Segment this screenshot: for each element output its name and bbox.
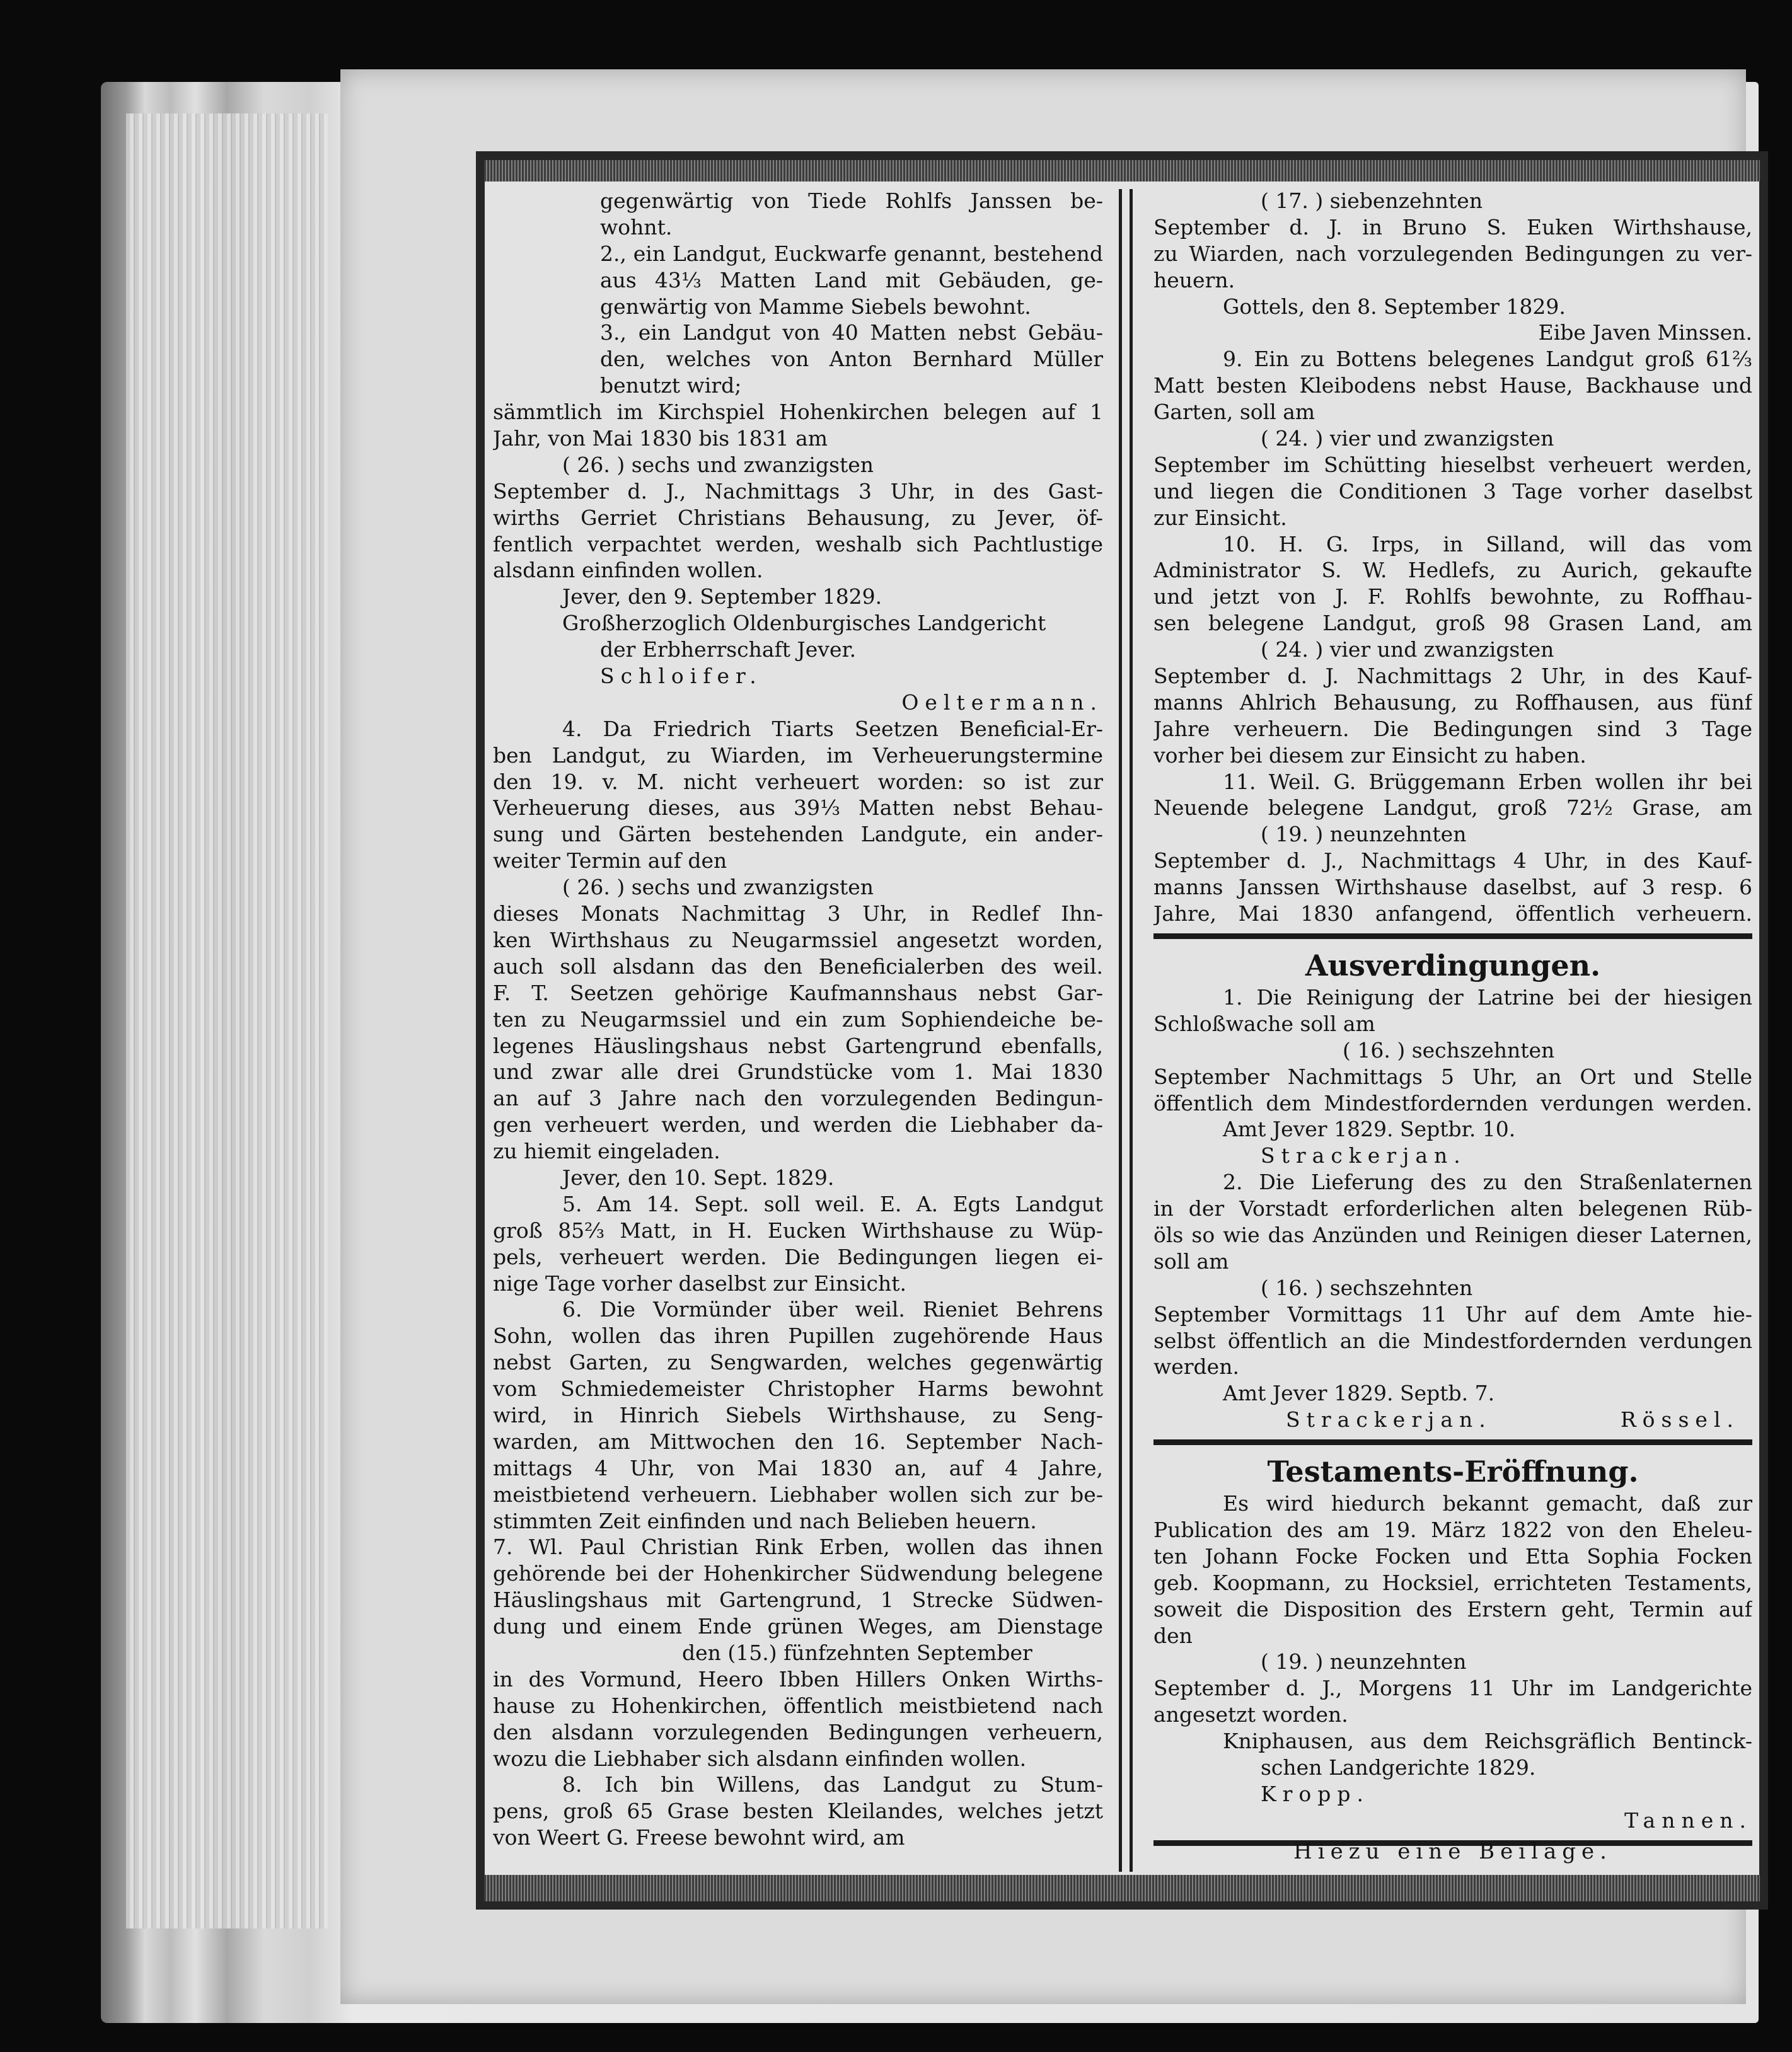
text-line: an auf 3 Jahre nach den vorzulegenden Bedingun- — [493, 1086, 1103, 1111]
text-line: ben Landgut, zu Wiarden, im Verheuerungstermine — [493, 742, 1103, 768]
text-line: hause zu Hohenkirchen, öffentlich meistbietend nach — [493, 1693, 1103, 1718]
text-line: Garten, soll am — [1153, 400, 1315, 425]
text-line: September im Schütting hieselbst verheuert werden, — [1153, 452, 1752, 477]
text-line: Administrator S. W. Hedlefs, zu Aurich, gekaufte — [1153, 558, 1752, 583]
text-line: und jetzt von J. F. Rohlfs bewohnte, zu Roffhau- — [1153, 584, 1752, 609]
date-line: ( 16. ) sechszehnten — [1343, 1037, 1555, 1063]
text-line: Verheuerung dieses, aus 39⅓ Matten nebst Behau- — [493, 795, 1103, 821]
text-line: und zwar alle drei Grundstücke vom 1. Mai 1830 — [493, 1059, 1103, 1085]
text-line: wird, in Hinrich Siebels Wirthshause, zu Seng- — [493, 1402, 1103, 1427]
text-line: 11. Weil. G. Brüggemann Erben wollen ihr bei — [1223, 769, 1752, 794]
text-line: wohnt. — [600, 214, 673, 239]
text-line: aus 43⅓ Matten Land mit Gebäuden, ge- — [600, 267, 1103, 292]
text-line: September d. J., Nachmittags 3 Uhr, in des Gast- — [493, 478, 1103, 504]
signature: Oeltermann. — [901, 689, 1103, 715]
text-line: Schloßwache soll am — [1153, 1011, 1375, 1036]
text-line: sen belegene Landgut, groß 98 Grasen Land, am — [1153, 611, 1752, 636]
text-line: dung und einem Ende grünen Weges, am Dienstage — [493, 1614, 1103, 1639]
text-line: pens, groß 65 Grase besten Kleilandes, welches jetzt — [493, 1799, 1103, 1824]
date-line: ( 26. ) sechs und zwanzigsten — [562, 875, 874, 900]
text-line: meistbietend verheuern. Liebhaber wollen sich zur be- — [493, 1482, 1103, 1507]
authority-line: der Erbherrschaft Jever. — [600, 637, 857, 662]
text-line: Sohn, wollen das ihren Pupillen zugehörende Haus — [493, 1323, 1103, 1349]
column-divider — [1119, 189, 1133, 1872]
text-line: den alsdann vorzulegenden Bedingungen verheuern, — [493, 1719, 1103, 1744]
text-line: den, welches von Anton Bernhard Müller — [600, 347, 1103, 372]
text-line: Es wird hiedurch bekannt gemacht, daß zur — [1223, 1491, 1752, 1516]
text-line: 10. H. G. Irps, in Silland, will das vom — [1223, 531, 1752, 556]
date-line: ( 24. ) vier und zwanzigsten — [1261, 426, 1554, 451]
date-line: den (15.) fünfzehnten September — [682, 1640, 1032, 1665]
place-date-line: Amt Jever 1829. Septbr. 10. — [1223, 1117, 1516, 1142]
text-line: geb. Koopmann, zu Hocksiel, errichteten Testaments, — [1153, 1570, 1752, 1595]
text-line: auch soll alsdann das den Beneficialerben des weil. — [493, 954, 1103, 979]
section-rule — [1153, 933, 1752, 939]
signature-row — [1153, 1407, 1752, 1433]
text-line: wozu die Liebhaber sich alsdann einfinden wollen. — [493, 1746, 1027, 1771]
right-column — [1153, 188, 1752, 1853]
text-line: alsdann einfinden wollen. — [493, 558, 763, 583]
text-line: 4. Da Friedrich Tiarts Seetzen Beneficial-Er- — [562, 716, 1103, 741]
text-line: gen verheuert werden, und werden die Liebhaber da- — [493, 1112, 1103, 1138]
text-line: 3., ein Landgut von 40 Matten nebst Gebäu- — [600, 320, 1103, 345]
text-line: 1. Die Reinigung der Latrine bei der hiesigen — [1223, 984, 1752, 1010]
text-line: 7. Wl. Paul Christian Rink Erben, wollen das ihnen — [493, 1535, 1103, 1560]
text-line: zur Einsicht. — [1153, 505, 1287, 530]
section-heading-ausverdingungen: Ausverdingungen. — [1305, 948, 1601, 983]
text-line: angesetzt worden. — [1153, 1702, 1348, 1727]
text-line: September d. J. Nachmittags 2 Uhr, in des Kauf- — [1153, 664, 1752, 689]
page-edges — [126, 113, 328, 1928]
text-line: Häuslingshaus mit Gartengrund, 1 Strecke Südwen- — [493, 1588, 1103, 1613]
text-line: genwärtig von Mamme Siebels bewohnt. — [600, 294, 1031, 319]
text-line: Jahre verheuern. Die Bedingungen sind 3 Tage — [1153, 716, 1752, 741]
text-line: soweit die Disposition des Erstern geht, Termin auf — [1153, 1596, 1752, 1622]
place-date-line: Gottels, den 8. September 1829. — [1223, 294, 1566, 319]
text-line: den — [1153, 1623, 1193, 1648]
text-line: werden. — [1153, 1354, 1239, 1380]
text-line: gehörende bei der Hohenkircher Südwendung belegene — [493, 1561, 1103, 1586]
text-line: mittags 4 Uhr, von Mai 1830 an, auf 4 Jahre, — [493, 1455, 1103, 1480]
text-line: 5. Am 14. Sept. soll weil. E. A. Egts Landgut — [562, 1191, 1103, 1216]
signature: Kropp. — [1261, 1781, 1370, 1806]
text-line: 2., ein Landgut, Euckwarfe genannt, bestehend — [600, 241, 1103, 266]
text-line: nige Tage vorher daselbst zur Einsicht. — [493, 1271, 906, 1296]
text-line: und liegen die Conditionen 3 Tage vorher daselbst — [1153, 478, 1752, 504]
text-line: Neuende belegene Landgut, groß 72½ Grase, am — [1153, 795, 1752, 821]
text-line: Jahre, Mai 1830 anfangend, öffentlich verheuern. — [1153, 901, 1752, 926]
text-line: September d. J. in Bruno S. Euken Wirthshause, — [1153, 214, 1752, 239]
text-line: ken Wirthshaus zu Neugarmssiel angesetzt worden, — [493, 927, 1103, 952]
text-line: öls so wie das Anzünden und Reinigen dieser Laternen, — [1153, 1222, 1752, 1247]
place-date-line: Amt Jever 1829. Septb. 7. — [1223, 1381, 1495, 1406]
place-date-line: Jever, den 9. September 1829. — [562, 584, 882, 609]
text-line: 2. Die Lieferung des zu den Straßenlaternen — [1223, 1170, 1752, 1195]
text-line: F. T. Seetzen gehörige Kaufmannshaus nebst Gar- — [493, 980, 1103, 1005]
signature: Tannen. — [1624, 1807, 1752, 1833]
authority-line: Großherzoglich Oldenburgisches Landgericht — [562, 611, 1046, 636]
text-line: legenes Häuslingshaus nebst Gartengrund ebenfalls, — [493, 1033, 1103, 1058]
signature: Strackerjan. — [1261, 1143, 1467, 1168]
text-line: 8. Ich bin Willens, das Landgut zu Stum- — [562, 1772, 1103, 1797]
text-line: in des Vormund, Heero Ibben Hillers Onken Wirths- — [493, 1666, 1103, 1692]
text-line: manns Ahlrich Behausung, zu Roffhausen, aus fünf — [1153, 689, 1752, 715]
supplement-note: Hiezu eine Beilage. — [1293, 1839, 1612, 1864]
text-line: in der Vorstadt erforderlichen alten belegenen Rüb- — [1153, 1196, 1752, 1221]
text-line: selbst öffentlich an die Mindestfordernden verdungen — [1153, 1328, 1752, 1353]
text-line: 9. Ein zu Bottens belegenes Landgut groß 61⅔ — [1223, 347, 1752, 372]
text-line: den 19. v. M. nicht verheuert worden: so ist zur — [493, 769, 1103, 794]
signature: Strackerjan. — [1286, 1407, 1492, 1432]
text-line: 6. Die Vormünder über weil. Rieniet Behrens — [562, 1297, 1103, 1322]
text-line: benutzt wird; — [600, 373, 742, 398]
text-line: Publication des am 19. März 1822 von den Eheleu- — [1153, 1517, 1752, 1542]
frame-bottom-band — [484, 1875, 1760, 1901]
text-line: schen Landgerichte 1829. — [1261, 1755, 1536, 1780]
text-line: September d. J., Morgens 11 Uhr im Landgerichte — [1153, 1676, 1752, 1701]
date-line: ( 26. ) sechs und zwanzigsten — [562, 452, 874, 477]
section-heading-testaments: Testaments-Eröffnung. — [1267, 1455, 1639, 1489]
text-line: manns Janssen Wirthshause daselbst, auf 3 resp. 6 — [1153, 875, 1752, 900]
frame-top-band — [484, 160, 1760, 182]
text-line: öffentlich dem Mindestfordernden verdungen werden. — [1153, 1090, 1752, 1115]
text-line: dieses Monats Nachmittag 3 Uhr, in Redlef Ihn- — [493, 901, 1103, 926]
date-line: ( 16. ) sechszehnten — [1261, 1275, 1473, 1300]
text-line: weiter Termin auf den — [493, 848, 727, 873]
text-line: fentlich verpachtet werden, weshalb sich Pachtlustige — [493, 531, 1103, 556]
text-line: stimmten Zeit einfinden und nach Belieben heuern. — [493, 1508, 1037, 1533]
text-line: zu hiemit eingeladen. — [493, 1139, 720, 1164]
date-line: ( 17. ) siebenzehnten — [1261, 188, 1483, 213]
date-line: ( 19. ) neunzehnten — [1261, 822, 1467, 847]
date-line: ( 19. ) neunzehnten — [1261, 1649, 1467, 1674]
text-line: Kniphausen, aus dem Reichsgräflich Bentinck- — [1223, 1729, 1752, 1754]
text-line: wirths Gerriet Christians Behausung, zu Jever, öf- — [493, 505, 1103, 530]
text-line: nebst Garten, zu Sengwarden, welches gegenwärtig — [493, 1350, 1103, 1375]
text-line: soll am — [1153, 1248, 1229, 1274]
text-line: von Weert G. Freese bewohnt wird, am — [493, 1825, 905, 1850]
text-line: pels, verheuert werden. Die Bedingungen liegen ei- — [493, 1244, 1103, 1269]
text-line: September Nachmittags 5 Uhr, an Ort und Stelle — [1153, 1064, 1752, 1089]
signature: Rössel. — [1620, 1407, 1740, 1432]
text-line: vorher bei diesem zur Einsicht zu haben. — [1153, 742, 1587, 768]
place-date-line: Jever, den 10. Sept. 1829. — [562, 1165, 835, 1190]
text-line: Jahr, von Mai 1830 bis 1831 am — [493, 426, 828, 451]
text-line: heuern. — [1153, 267, 1235, 292]
text-line: warden, am Mittwochen den 16. September Nach- — [493, 1429, 1103, 1454]
text-line: vom Schmiedemeister Christopher Harms bewohnt — [493, 1376, 1103, 1402]
text-line: gegenwärtig von Tiede Rohlfs Janssen be- — [600, 188, 1103, 213]
text-line: sämmtlich im Kirchspiel Hohenkirchen belegen auf 1 — [493, 400, 1103, 425]
date-line: ( 24. ) vier und zwanzigsten — [1261, 637, 1554, 662]
text-line: ten zu Neugarmssiel und ein zum Sophiendeiche be- — [493, 1006, 1103, 1032]
text-line: September Vormittags 11 Uhr auf dem Amte hie- — [1153, 1301, 1752, 1327]
text-line: Matt besten Kleibodens nebst Hause, Backhause und — [1153, 373, 1752, 398]
text-line: sung und Gärten bestehenden Landgute, ein ander- — [493, 822, 1103, 847]
signature: Schloifer. — [600, 664, 763, 689]
section-rule — [1153, 1439, 1752, 1445]
left-column — [493, 188, 1103, 1851]
text-line: September d. J., Nachmittags 4 Uhr, in des Kauf- — [1153, 848, 1752, 873]
text-line: groß 85⅔ Matt, in H. Eucken Wirthshause zu Wüp- — [493, 1218, 1103, 1243]
signature: Eibe Javen Minssen. — [1538, 320, 1752, 345]
text-line: zu Wiarden, nach vorzulegenden Bedingungen zu ver- — [1153, 241, 1752, 266]
text-line: ten Johann Focke Focken und Etta Sophia Focken — [1153, 1543, 1752, 1569]
